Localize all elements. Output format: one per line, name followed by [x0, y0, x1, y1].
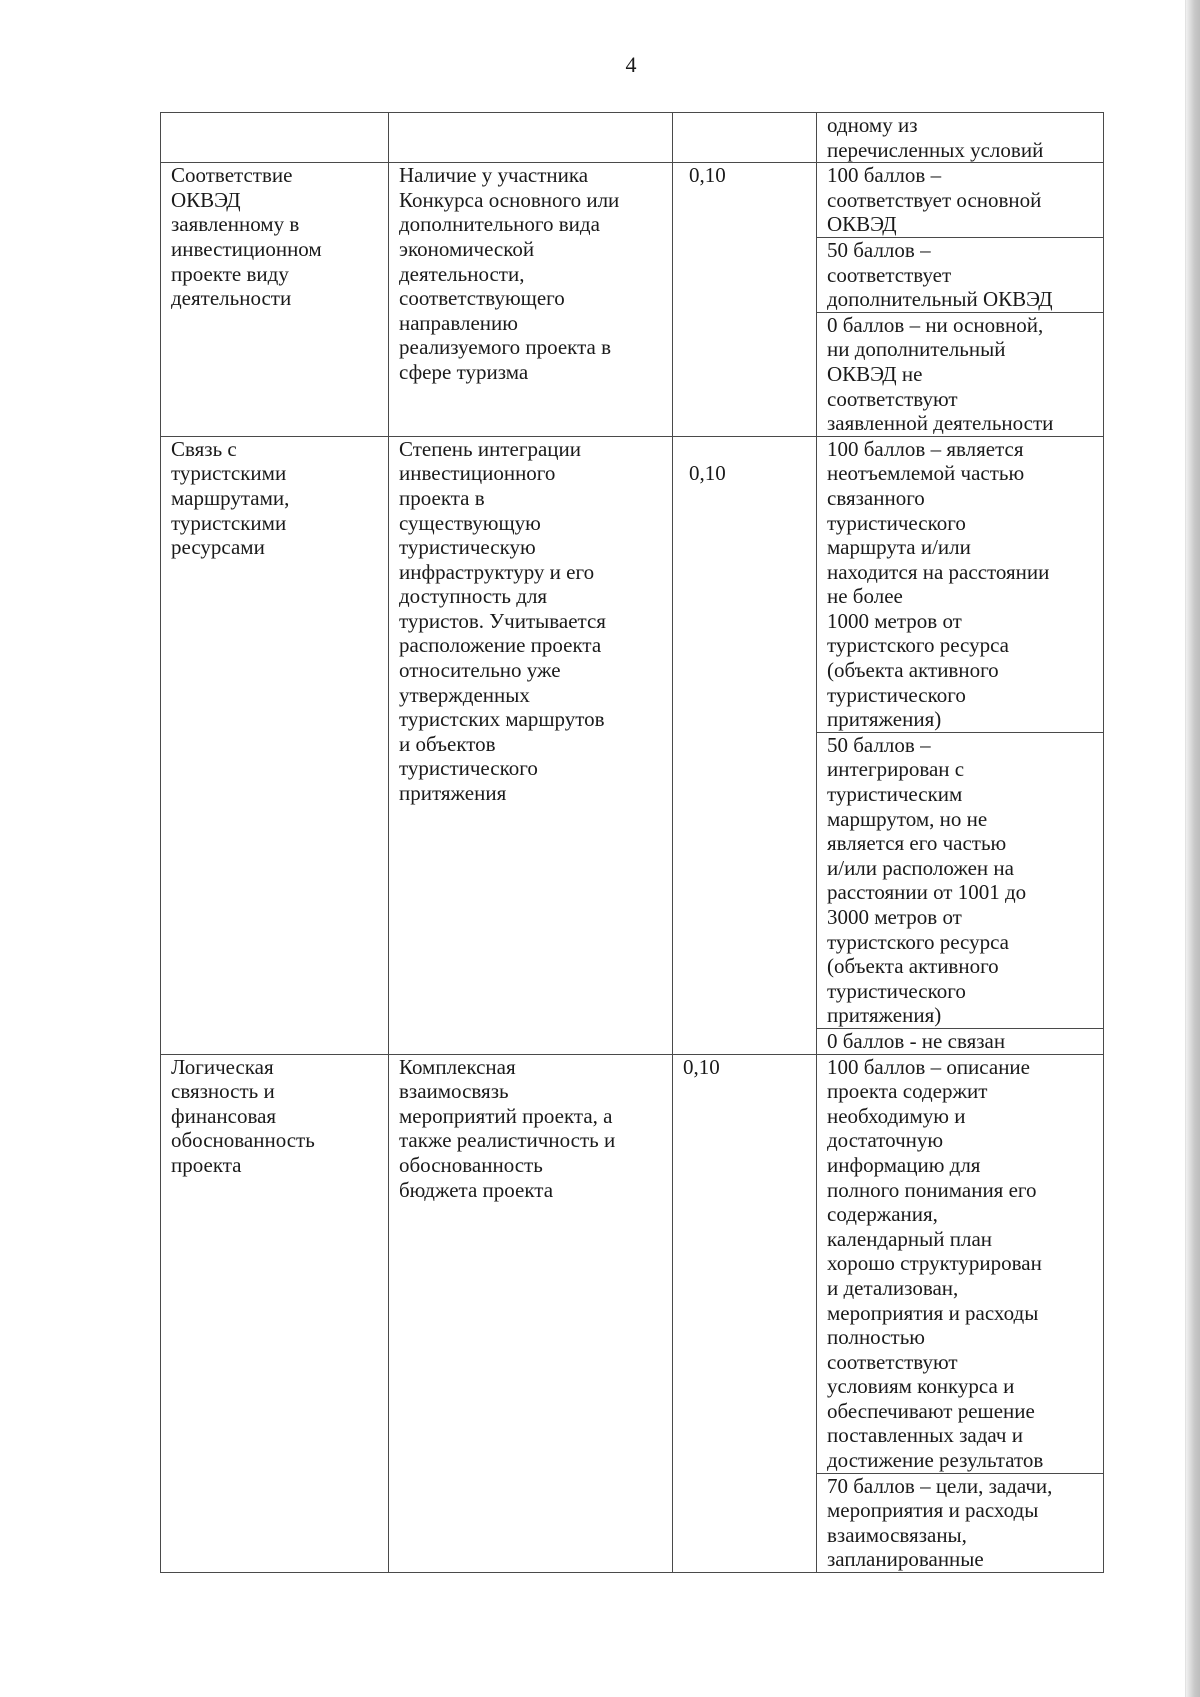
criterion-cell: Связь с туристскими маршрутами, туристскими ресурсами [161, 436, 389, 1054]
weight-cell [673, 113, 817, 163]
score-cell: 100 баллов – описание проекта содержит необходимую и достаточную информацию для полного понимания его содержания, календарный план хорошо структурирован и детализован, мероприятия и расходы полностью соответствуют условиям конкурса и обеспечивают решение поставленных задач и достижение результатов [817, 1054, 1104, 1473]
description-cell [389, 113, 673, 163]
score-cell: 50 баллов – интегрирован с туристическим маршрутом, но не является его частью и/или расположен на расстоянии от 1001 до 3000 метров от туристского ресурса (объекта активного туристического притяжения) [817, 732, 1104, 1028]
description-cell: Комплексная взаимосвязь мероприятий проекта, а также реалистичность и обоснованность бюджета проекта [389, 1054, 673, 1572]
score-cell: 100 баллов – является неотъемлемой частью связанного туристического маршрута и/или находится на расстоянии не более 1000 метров от туристского ресурса (объекта активного туристического притяжения) [817, 436, 1104, 732]
score-cell: 0 баллов - не связан [817, 1028, 1104, 1054]
score-cell: 50 баллов – соответствует дополнительный ОКВЭД [817, 237, 1104, 312]
criterion-cell: Логическая связность и финансовая обоснованность проекта [161, 1054, 389, 1572]
table-row-continued [161, 113, 1104, 163]
criterion-cell: Соответствие ОКВЭД заявленному в инвестиционном проекте виду деятельности [161, 163, 389, 437]
score-cell: 70 баллов – цели, задачи, мероприятия и расходы взаимосвязаны, запланированные [817, 1473, 1104, 1572]
score-cell: одному из перечисленных условий [817, 113, 1104, 163]
criteria-table [160, 112, 1104, 1573]
weight-cell [673, 436, 817, 1054]
description-cell: Степень интеграции инвестиционного проекта в существующую туристическую инфраструктуру и его доступность для туристов. Учитывается расположение проекта относительно уже утвержденных туристских маршрутов и объектов туристического притяжения [389, 436, 673, 1054]
criterion-cell [161, 113, 389, 163]
page-number: 4 [625, 52, 637, 77]
score-cell: 100 баллов – соответствует основной ОКВЭД [817, 163, 1104, 238]
table-row [161, 436, 1104, 732]
description-cell: Наличие у участника Конкурса основного или дополнительного вида экономической деятельности, соответствующего направлению реализуемого проекта в сфере туризма [389, 163, 673, 437]
weight-cell: 0,10 [673, 163, 817, 437]
scan-edge-shadow [1186, 0, 1200, 1697]
table-row [161, 1054, 1104, 1473]
table-row [161, 163, 1104, 238]
score-cell: 0 баллов – ни основной, ни дополнительный ОКВЭД не соответствуют заявленной деятельности [817, 312, 1104, 436]
weight-value: 0,10 [689, 461, 726, 486]
weight-cell: 0,10 [673, 1054, 817, 1572]
